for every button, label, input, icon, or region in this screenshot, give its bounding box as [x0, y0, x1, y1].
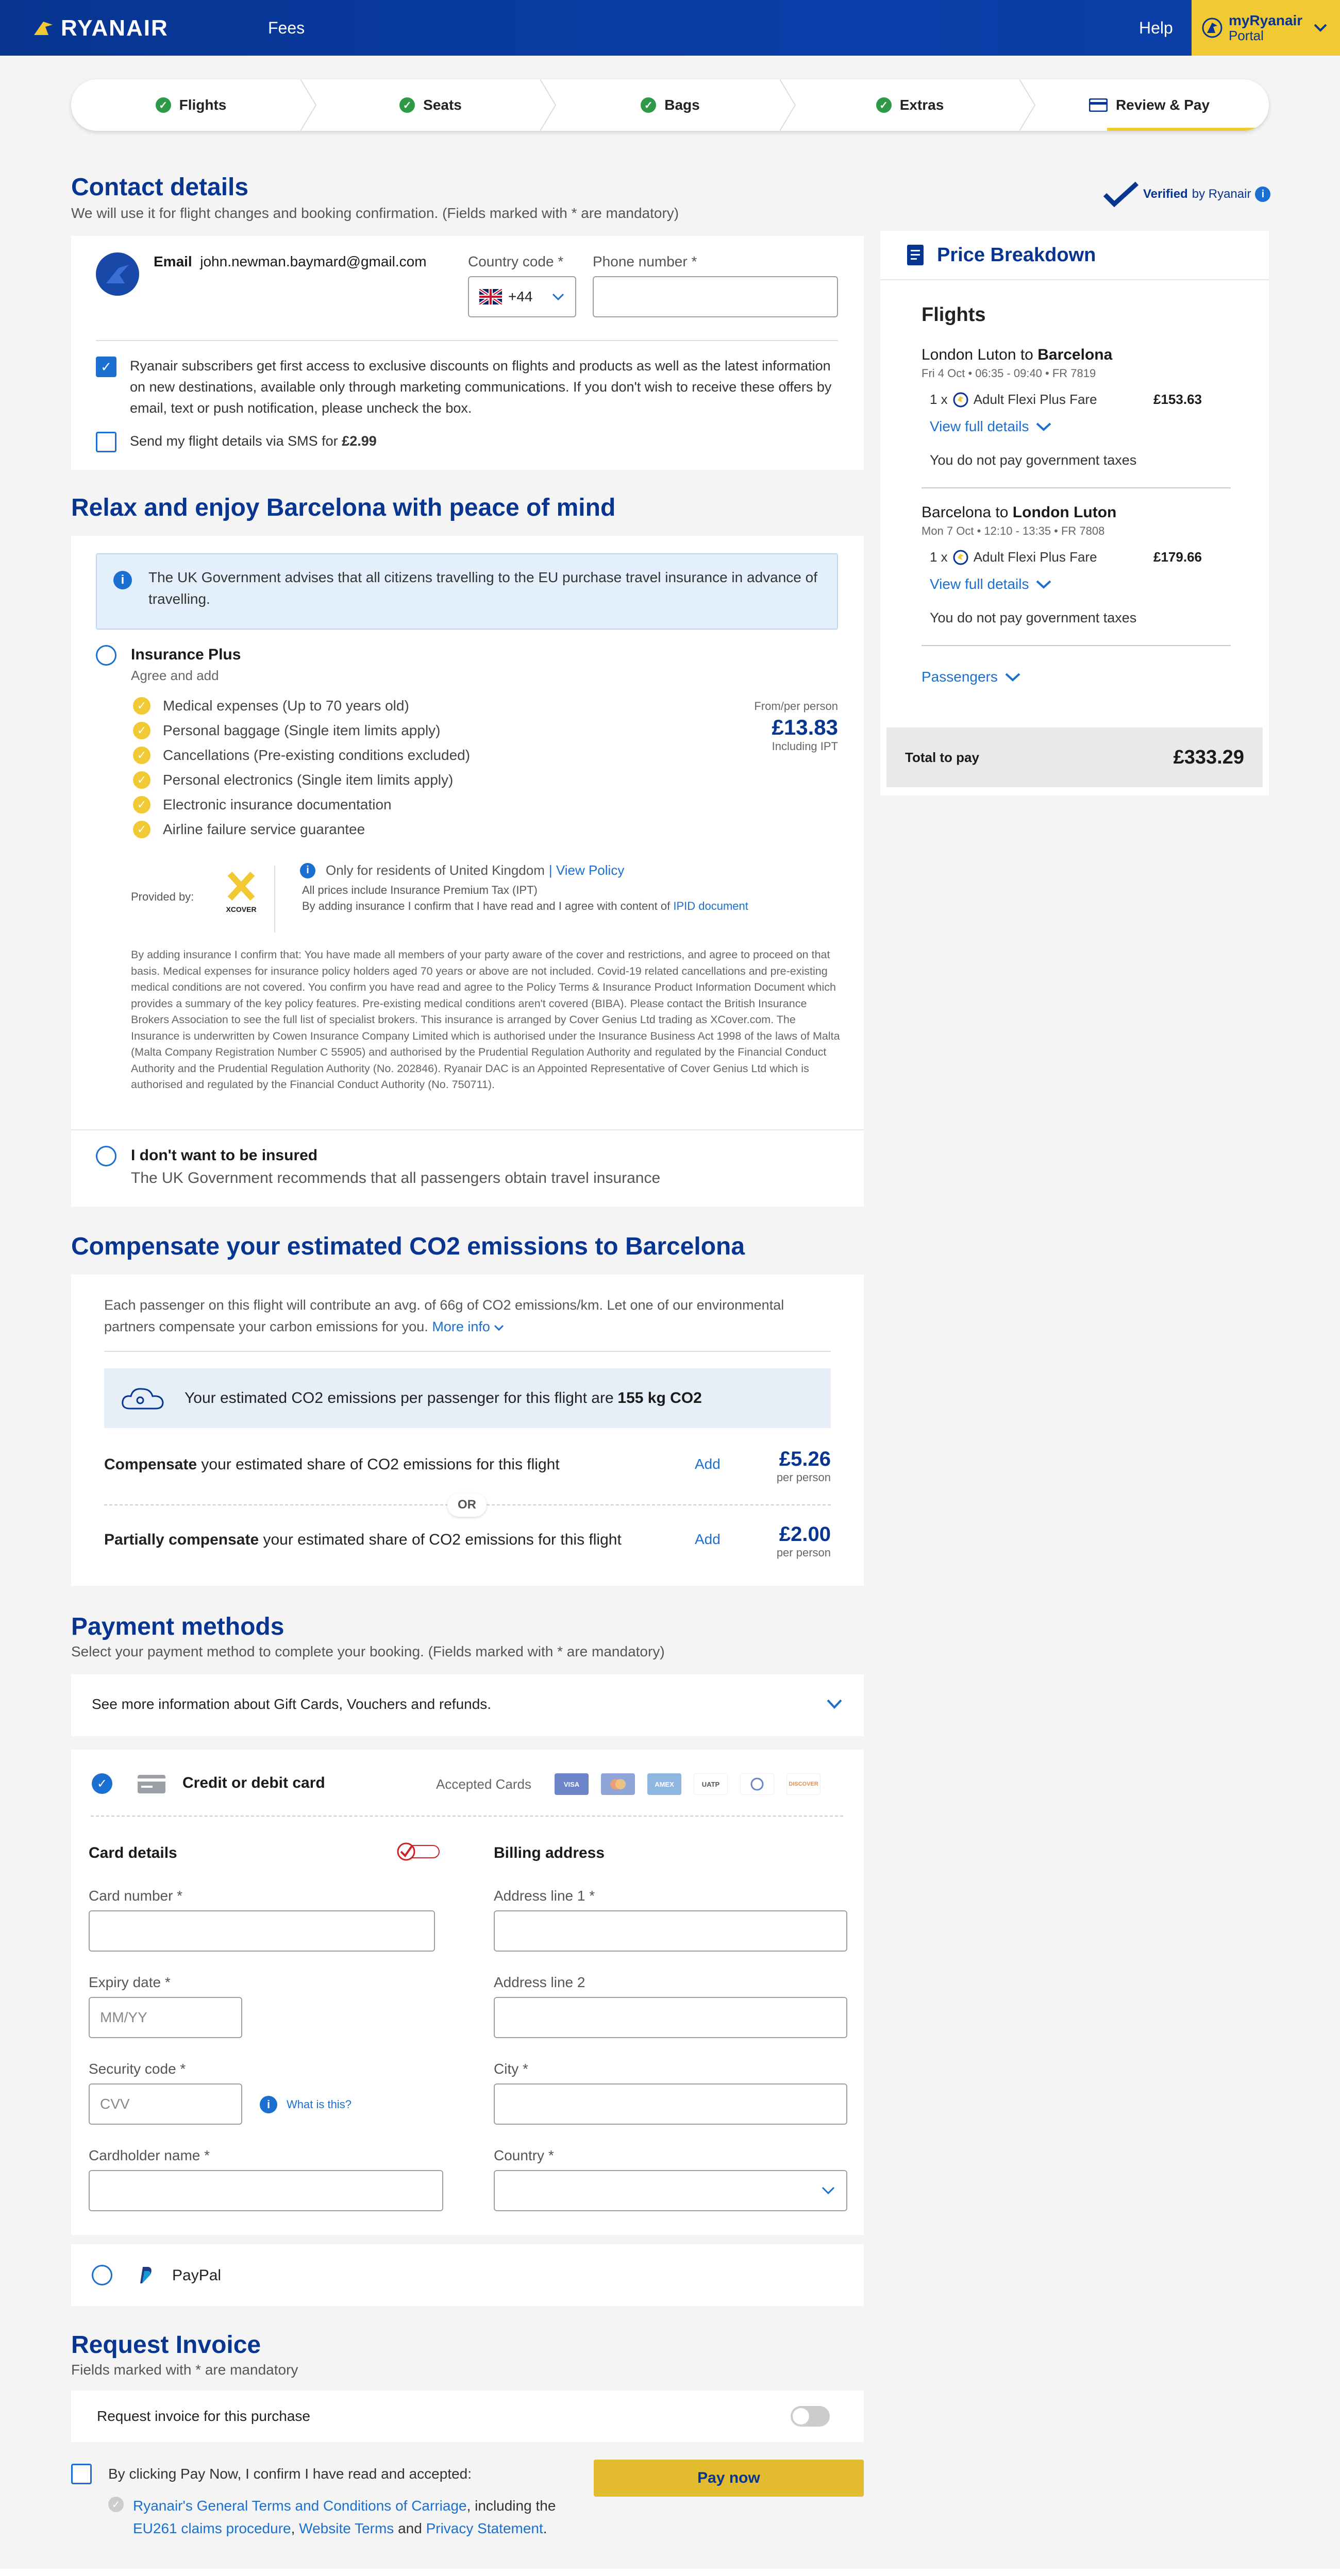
- step-divider: [780, 79, 800, 131]
- check-icon: ✓: [133, 771, 150, 789]
- verified-check-icon: [1103, 181, 1139, 207]
- compensate-full-price: [777, 1448, 831, 1484]
- terms-links: [133, 2495, 576, 2540]
- seg2-view-details-link[interactable]: [930, 576, 1052, 592]
- gtcc-link[interactable]: Ryanair's General Terms and Conditions of Carriage: [133, 2498, 467, 2514]
- address2-label: Address line 2: [494, 1974, 585, 1990]
- mastercard-icon: [601, 1773, 635, 1795]
- or-badge: OR: [447, 1493, 487, 1517]
- seg2-from: Barcelona to: [922, 504, 1009, 521]
- info-icon: i: [300, 863, 315, 878]
- footer: [0, 2569, 1340, 2576]
- insurance-plus-radio[interactable]: [96, 645, 116, 666]
- phone-input[interactable]: [593, 276, 838, 317]
- segment-1-route: [922, 346, 1112, 364]
- residents-text: Only for residents of United Kingdom: [326, 862, 545, 878]
- address1-input[interactable]: [494, 1910, 847, 1952]
- chevron-down-icon: [551, 293, 565, 301]
- co2-estimate-value: 155 kg CO2: [617, 1389, 702, 1406]
- insurance-legal-text: By adding insurance I confirm that: You have made all members of your party aware of the cover and restrictions, and agree to proceed on that basis. Medical expenses for insurance policy holders aged 70 years or above are not included. Covid-19 related cancellations and pre-existing medical conditions are not covered. You confirm you have read and agree to the Policy Terms & Insurance Product Information Document which provides a summary of the key policy features. Pre-existing medical conditions aren't covered (BIBA). Please contact the British Insurance Brokers Association to see the full list of specialist brokers. This insurance is arranged by Cover Genius Ltd trading as XCover.com. The Insurance is underwritten by Cowen Insurance Company Limited which is authorised under the Insurance Business Act 1998 of the laws of Malta (Malta Company Registration Number C 55905) and authorised by the Prudential Regulation Authority and regulated by the Financial Conduct Authority and the Prudential Regulation Authority (No. 202846). Ryanair DAC is an Appointed Representative of Cover Genius Ltd which is authorised and regulated by the Financial Conduct Authority (No. 750711).: [131, 948, 840, 1091]
- top-header: [0, 0, 1340, 56]
- no-insurance-title: I don't want to be insured: [131, 1147, 318, 1164]
- uatp-icon: UATP: [694, 1773, 728, 1795]
- ipid-link[interactable]: IPID document: [673, 900, 748, 912]
- what-is-this-text: What is this?: [287, 2098, 351, 2111]
- active-step-indicator: [1107, 128, 1269, 131]
- paypal-radio[interactable]: [92, 2265, 112, 2285]
- chevron-down-icon: [1035, 579, 1052, 589]
- co2-card: [71, 1275, 864, 1586]
- card-title: Credit or debit card: [182, 1774, 325, 1791]
- step-label: Seats: [423, 97, 462, 113]
- divider: [274, 866, 275, 933]
- city-input[interactable]: [494, 2083, 847, 2125]
- check-icon: ✓: [133, 722, 150, 739]
- coverage-text: Personal electronics (Single item limits apply): [163, 772, 454, 788]
- cardholder-input[interactable]: [89, 2170, 443, 2211]
- cloud-icon: [120, 1383, 166, 1414]
- giftcards-accordion[interactable]: [71, 1674, 864, 1736]
- partial-price: £2.00: [779, 1523, 831, 1546]
- xcover-logo: [221, 871, 262, 913]
- advisory-text: The UK Government advises that all citizens travelling to the EU purchase travel insurance in advance of travelling.: [148, 569, 817, 607]
- insurance-card: [71, 536, 864, 1207]
- check-icon: ✓: [108, 2497, 124, 2512]
- compensate-partial-text: [104, 1531, 622, 1549]
- coverage-item: [133, 693, 470, 718]
- advisory-banner: [96, 553, 838, 630]
- view-policy-link[interactable]: View Policy: [556, 862, 625, 878]
- insurance-title: Relax and enjoy Barcelona with peace of mind: [71, 494, 616, 521]
- portal-label: Portal: [1229, 28, 1264, 43]
- paypal-icon: [137, 2266, 153, 2284]
- check-icon: ✓: [133, 796, 150, 814]
- segment-1-meta: Fri 4 Oct • 06:35 - 09:40 • FR 7819: [922, 367, 1096, 380]
- card-number-label: Card number *: [89, 1888, 183, 1904]
- provided-by-label: Provided by:: [131, 890, 194, 903]
- step-flights[interactable]: [71, 79, 311, 131]
- step-seats[interactable]: [311, 79, 550, 131]
- step-bags[interactable]: [550, 79, 790, 131]
- co2-intro-text: Each passenger on this flight will contribute an avg. of 66g of CO2 emissions/km. Let one of our environmental partners compensate your carbon emissions for you.: [104, 1297, 784, 1334]
- seg1-to: Barcelona: [1037, 346, 1113, 363]
- insurance-price-block: [754, 700, 838, 753]
- pay-now-button[interactable]: Pay now: [594, 2460, 864, 2497]
- view-full-text: View full details: [930, 418, 1029, 434]
- chevron-down-icon: [820, 2185, 836, 2196]
- seg1-no-tax: You do not pay government taxes: [930, 452, 1137, 468]
- payment-title: Payment methods: [71, 1613, 284, 1640]
- card-icon: [1089, 98, 1108, 112]
- paypal-label: PayPal: [172, 2267, 222, 2284]
- total-row: [886, 727, 1263, 787]
- check-icon: ✓: [133, 697, 150, 715]
- country-label: Country *: [494, 2147, 554, 2163]
- check-icon: ✓: [641, 97, 656, 113]
- provider-name: XCOVER: [226, 905, 257, 913]
- flexi-plus-icon: [953, 392, 968, 408]
- more-info-link[interactable]: More info: [432, 1319, 490, 1334]
- check-icon: ✓: [156, 97, 171, 113]
- step-review-pay[interactable]: [1030, 79, 1269, 131]
- terms-text: , including: [466, 2498, 532, 2514]
- chevron-down-icon: [1004, 672, 1021, 682]
- step-extras[interactable]: [790, 79, 1030, 131]
- incl-ipt-label: Including IPT: [772, 740, 838, 753]
- email-row: [154, 253, 427, 270]
- check-icon: ✓: [399, 97, 415, 113]
- segment-2-fare: [930, 549, 1097, 565]
- terms-text: .: [543, 2520, 547, 2536]
- per-person-label: per person: [776, 1471, 831, 1484]
- full-price: £5.26: [779, 1448, 831, 1470]
- segment-2-meta: Mon 7 Oct • 12:10 - 13:35 • FR 7808: [922, 524, 1105, 537]
- visa-icon: VISA: [555, 1773, 589, 1795]
- cvv-placeholder: CVV: [100, 2096, 130, 2112]
- subscribe-checkbox[interactable]: ✓: [96, 357, 116, 377]
- email-label: Email: [154, 253, 192, 269]
- seg2-to: London Luton: [1012, 504, 1117, 521]
- contact-subtitle: We will use it for flight changes and booking confirmation. (Fields marked with * are mandatory): [71, 205, 679, 221]
- compensate-partial-add-button[interactable]: Add: [695, 1531, 721, 1547]
- user-icon: [96, 252, 139, 296]
- co2-estimate-text: Your estimated CO2 emissions per passenger for this flight are: [185, 1389, 614, 1406]
- segment-1-fare: [930, 392, 1097, 408]
- compensate-rest: your estimated share of CO2 emissions for this flight: [201, 1456, 560, 1473]
- privacy-statement-link[interactable]: Privacy Statement: [426, 2520, 543, 2536]
- seg1-qty: 1 x: [930, 392, 948, 407]
- myryanair-portal-button[interactable]: [1192, 0, 1340, 56]
- accepted-cards-label: Accepted Cards: [436, 1776, 531, 1792]
- terms-text: and: [394, 2520, 422, 2536]
- step-label: Review & Pay: [1115, 97, 1210, 113]
- step-divider: [300, 79, 321, 131]
- expiry-placeholder: MM/YY: [100, 2009, 147, 2025]
- city-label: City *: [494, 2061, 528, 2077]
- seg2-qty: 1 x: [930, 549, 948, 565]
- toggle-knob: [793, 2408, 809, 2425]
- sms-text: Send my flight details via SMS for: [130, 433, 338, 449]
- confirm-text: By adding insurance I confirm that I have read and I agree with content of: [302, 900, 671, 912]
- sms-price: £2.99: [342, 433, 377, 449]
- sms-label: [130, 433, 377, 449]
- confirm-note: [302, 898, 756, 914]
- step-divider: [540, 79, 561, 131]
- coverage-text: Cancellations (Pre-existing conditions excluded): [163, 747, 471, 763]
- from-label: From/per person: [754, 700, 838, 713]
- coverage-text: Electronic insurance documentation: [163, 796, 392, 812]
- card-payment-radio[interactable]: ✓: [92, 1773, 112, 1794]
- ipt-note: All prices include Insurance Premium Tax (IPT): [302, 884, 538, 896]
- paypal-option[interactable]: [71, 2244, 864, 2306]
- co2-estimate-banner: [104, 1368, 831, 1428]
- partial-bold: Partially compensate: [104, 1531, 259, 1548]
- billing-title: Billing address: [494, 1844, 605, 1861]
- contact-card: [71, 236, 864, 470]
- check-icon: ✓: [133, 747, 150, 764]
- sms-checkbox[interactable]: [96, 432, 116, 452]
- coverage-item: [133, 743, 470, 768]
- dashed-divider: [91, 1816, 843, 1817]
- view-full-text: View full details: [930, 576, 1029, 592]
- ryanair-logo[interactable]: RYANAIR: [33, 15, 169, 41]
- country-code-value: +44: [508, 289, 533, 304]
- divider: [104, 1351, 831, 1352]
- compensate-full-text: [104, 1456, 560, 1473]
- cardholder-label: Cardholder name *: [89, 2147, 210, 2163]
- divider: [922, 487, 1231, 488]
- partial-rest: your estimated share of CO2 emissions for this flight: [263, 1531, 622, 1548]
- total-label: Total to pay: [905, 749, 979, 765]
- passengers-text: Passengers: [922, 669, 998, 685]
- website-terms-link[interactable]: Website Terms: [299, 2520, 394, 2536]
- myryanair-label: myRyanair: [1229, 12, 1303, 28]
- flights-heading: Flights: [922, 304, 986, 326]
- insurance-plus-title: Insurance Plus: [131, 646, 241, 663]
- total-value: £333.29: [1173, 746, 1244, 768]
- country-code-label: Country code *: [468, 253, 564, 269]
- email-value: john.newman.baymard@gmail.com: [200, 253, 427, 269]
- info-icon[interactable]: i: [1255, 187, 1270, 202]
- flexi-plus-icon: [953, 550, 968, 565]
- coverage-item: [133, 817, 470, 842]
- contact-title: Contact details: [71, 174, 249, 201]
- verified-label: Verified: [1143, 187, 1188, 201]
- invoice-toggle[interactable]: [791, 2406, 830, 2427]
- coverage-text: Airline failure service guarantee: [163, 821, 365, 837]
- discover-icon: DISCOVER: [786, 1773, 820, 1795]
- segment-1-price: £153.63: [1153, 392, 1202, 407]
- chevron-down-icon: [826, 1698, 843, 1710]
- harp-icon: [33, 20, 54, 37]
- card-payment-panel: [71, 1750, 864, 2235]
- seg2-fare: Adult Flexi Plus Fare: [973, 549, 1097, 565]
- per-person-label: per person: [776, 1546, 831, 1559]
- price-breakdown-panel: [880, 231, 1269, 795]
- xcover-icon: [226, 871, 257, 902]
- compensate-full-add-button[interactable]: Add: [695, 1456, 721, 1472]
- invoice-title: Request Invoice: [71, 2331, 261, 2359]
- help-link[interactable]: Help: [1139, 19, 1173, 37]
- no-insurance-subtitle: The UK Government recommends that all passengers obtain travel insurance: [131, 1170, 661, 1187]
- payment-subtitle: Select your payment method to complete your booking. (Fields marked with * are mandatory): [71, 1643, 665, 1659]
- chevron-down-icon: [493, 1324, 505, 1331]
- invoice-subtitle: Fields marked with * are mandatory: [71, 2362, 298, 2378]
- card-number-input[interactable]: [89, 1910, 435, 1952]
- secure-badge-icon: [395, 1841, 442, 1862]
- uk-flag-icon: [479, 289, 502, 304]
- address1-label: Address line 1 *: [494, 1888, 595, 1904]
- coverage-text: Personal baggage (Single item limits apply): [163, 722, 441, 738]
- country-code-select[interactable]: [468, 276, 576, 317]
- divider: [71, 1129, 864, 1130]
- seg1-from: London Luton to: [922, 346, 1033, 363]
- step-divider: [1019, 79, 1040, 131]
- chevron-down-icon: [1313, 23, 1328, 33]
- terms-confirm-text: By clicking Pay Now, I confirm I have read and accepted:: [108, 2466, 472, 2482]
- eu261-link[interactable]: EU261 claims procedure: [133, 2520, 291, 2536]
- cvv-input[interactable]: [89, 2083, 242, 2125]
- info-icon: i: [260, 2096, 277, 2113]
- info-icon: i: [113, 571, 132, 589]
- insurance-price: £13.83: [772, 715, 838, 739]
- subscribe-text: Ryanair subscribers get first access to exclusive discounts on flights and products as well as the latest information on new destinations, available only through marketing communications. If you don't wish to receive these offers by email, text or push notification, please uncheck the box.: [130, 358, 832, 416]
- check-icon: ✓: [876, 97, 892, 113]
- what-is-this-link[interactable]: [260, 2096, 351, 2113]
- compensate-partial-price: [777, 1523, 831, 1560]
- check-icon: ✓: [133, 821, 150, 838]
- fees-link[interactable]: Fees: [268, 19, 305, 37]
- coverage-item: [133, 768, 470, 792]
- credit-card-icon: [137, 1774, 166, 1794]
- diners-icon: [740, 1773, 774, 1795]
- residents-row: i Only for residents of United Kingdom | View Policy: [300, 862, 624, 878]
- verified-by-label: by Ryanair: [1192, 187, 1251, 201]
- no-insurance-radio[interactable]: [96, 1146, 116, 1166]
- price-breakdown-title: Price Breakdown: [937, 244, 1096, 266]
- terms-text: the: [531, 2498, 556, 2514]
- step-label: Bags: [664, 97, 700, 113]
- coverage-item: [133, 718, 470, 743]
- accepted-cards: [555, 1773, 820, 1795]
- amex-icon: AMEX: [647, 1773, 681, 1795]
- security-code-label: Security code *: [89, 2061, 186, 2077]
- co2-intro: [104, 1294, 836, 1337]
- invoice-toggle-label: Request invoice for this purchase: [97, 2408, 310, 2424]
- insurance-plus-subtitle: Agree and add: [131, 668, 219, 683]
- coverage-item: [133, 792, 470, 817]
- segment-2-price: £179.66: [1153, 549, 1202, 565]
- step-label: Flights: [179, 97, 227, 113]
- giftcards-text: See more information about Gift Cards, Vouchers and refunds.: [92, 1696, 492, 1712]
- invoice-card: [71, 2391, 864, 2442]
- passengers-toggle[interactable]: [922, 669, 1021, 685]
- coverage-text: Medical expenses (Up to 70 years old): [163, 698, 409, 714]
- chevron-down-icon: [1035, 421, 1052, 432]
- address2-input[interactable]: [494, 1997, 847, 2038]
- harp-icon: [1202, 18, 1222, 38]
- divider: [96, 340, 838, 341]
- seg2-no-tax: You do not pay government taxes: [930, 610, 1137, 625]
- segment-2-route: [922, 504, 1116, 521]
- expiry-input[interactable]: [89, 1997, 242, 2038]
- seg1-view-details-link[interactable]: [930, 418, 1052, 435]
- compensate-bold: Compensate: [104, 1456, 197, 1473]
- step-label: Extras: [899, 97, 944, 113]
- terms-text: ,: [291, 2520, 295, 2536]
- divider: [922, 645, 1231, 646]
- card-details-title: Card details: [89, 1844, 177, 1861]
- coverage-list: [133, 693, 470, 842]
- seg1-fare: Adult Flexi Plus Fare: [973, 392, 1097, 407]
- terms-checkbox[interactable]: [71, 2464, 92, 2484]
- co2-title: Compensate your estimated CO2 emissions to Barcelona: [71, 1233, 745, 1260]
- receipt-icon: [906, 244, 925, 266]
- price-breakdown-header: [880, 231, 1269, 280]
- avatar: [96, 252, 139, 296]
- country-select[interactable]: [494, 2170, 847, 2211]
- expiry-label: Expiry date *: [89, 1974, 171, 1990]
- phone-label: Phone number *: [593, 253, 697, 269]
- booking-progress: [71, 79, 1269, 131]
- verified-badge: [1103, 181, 1270, 207]
